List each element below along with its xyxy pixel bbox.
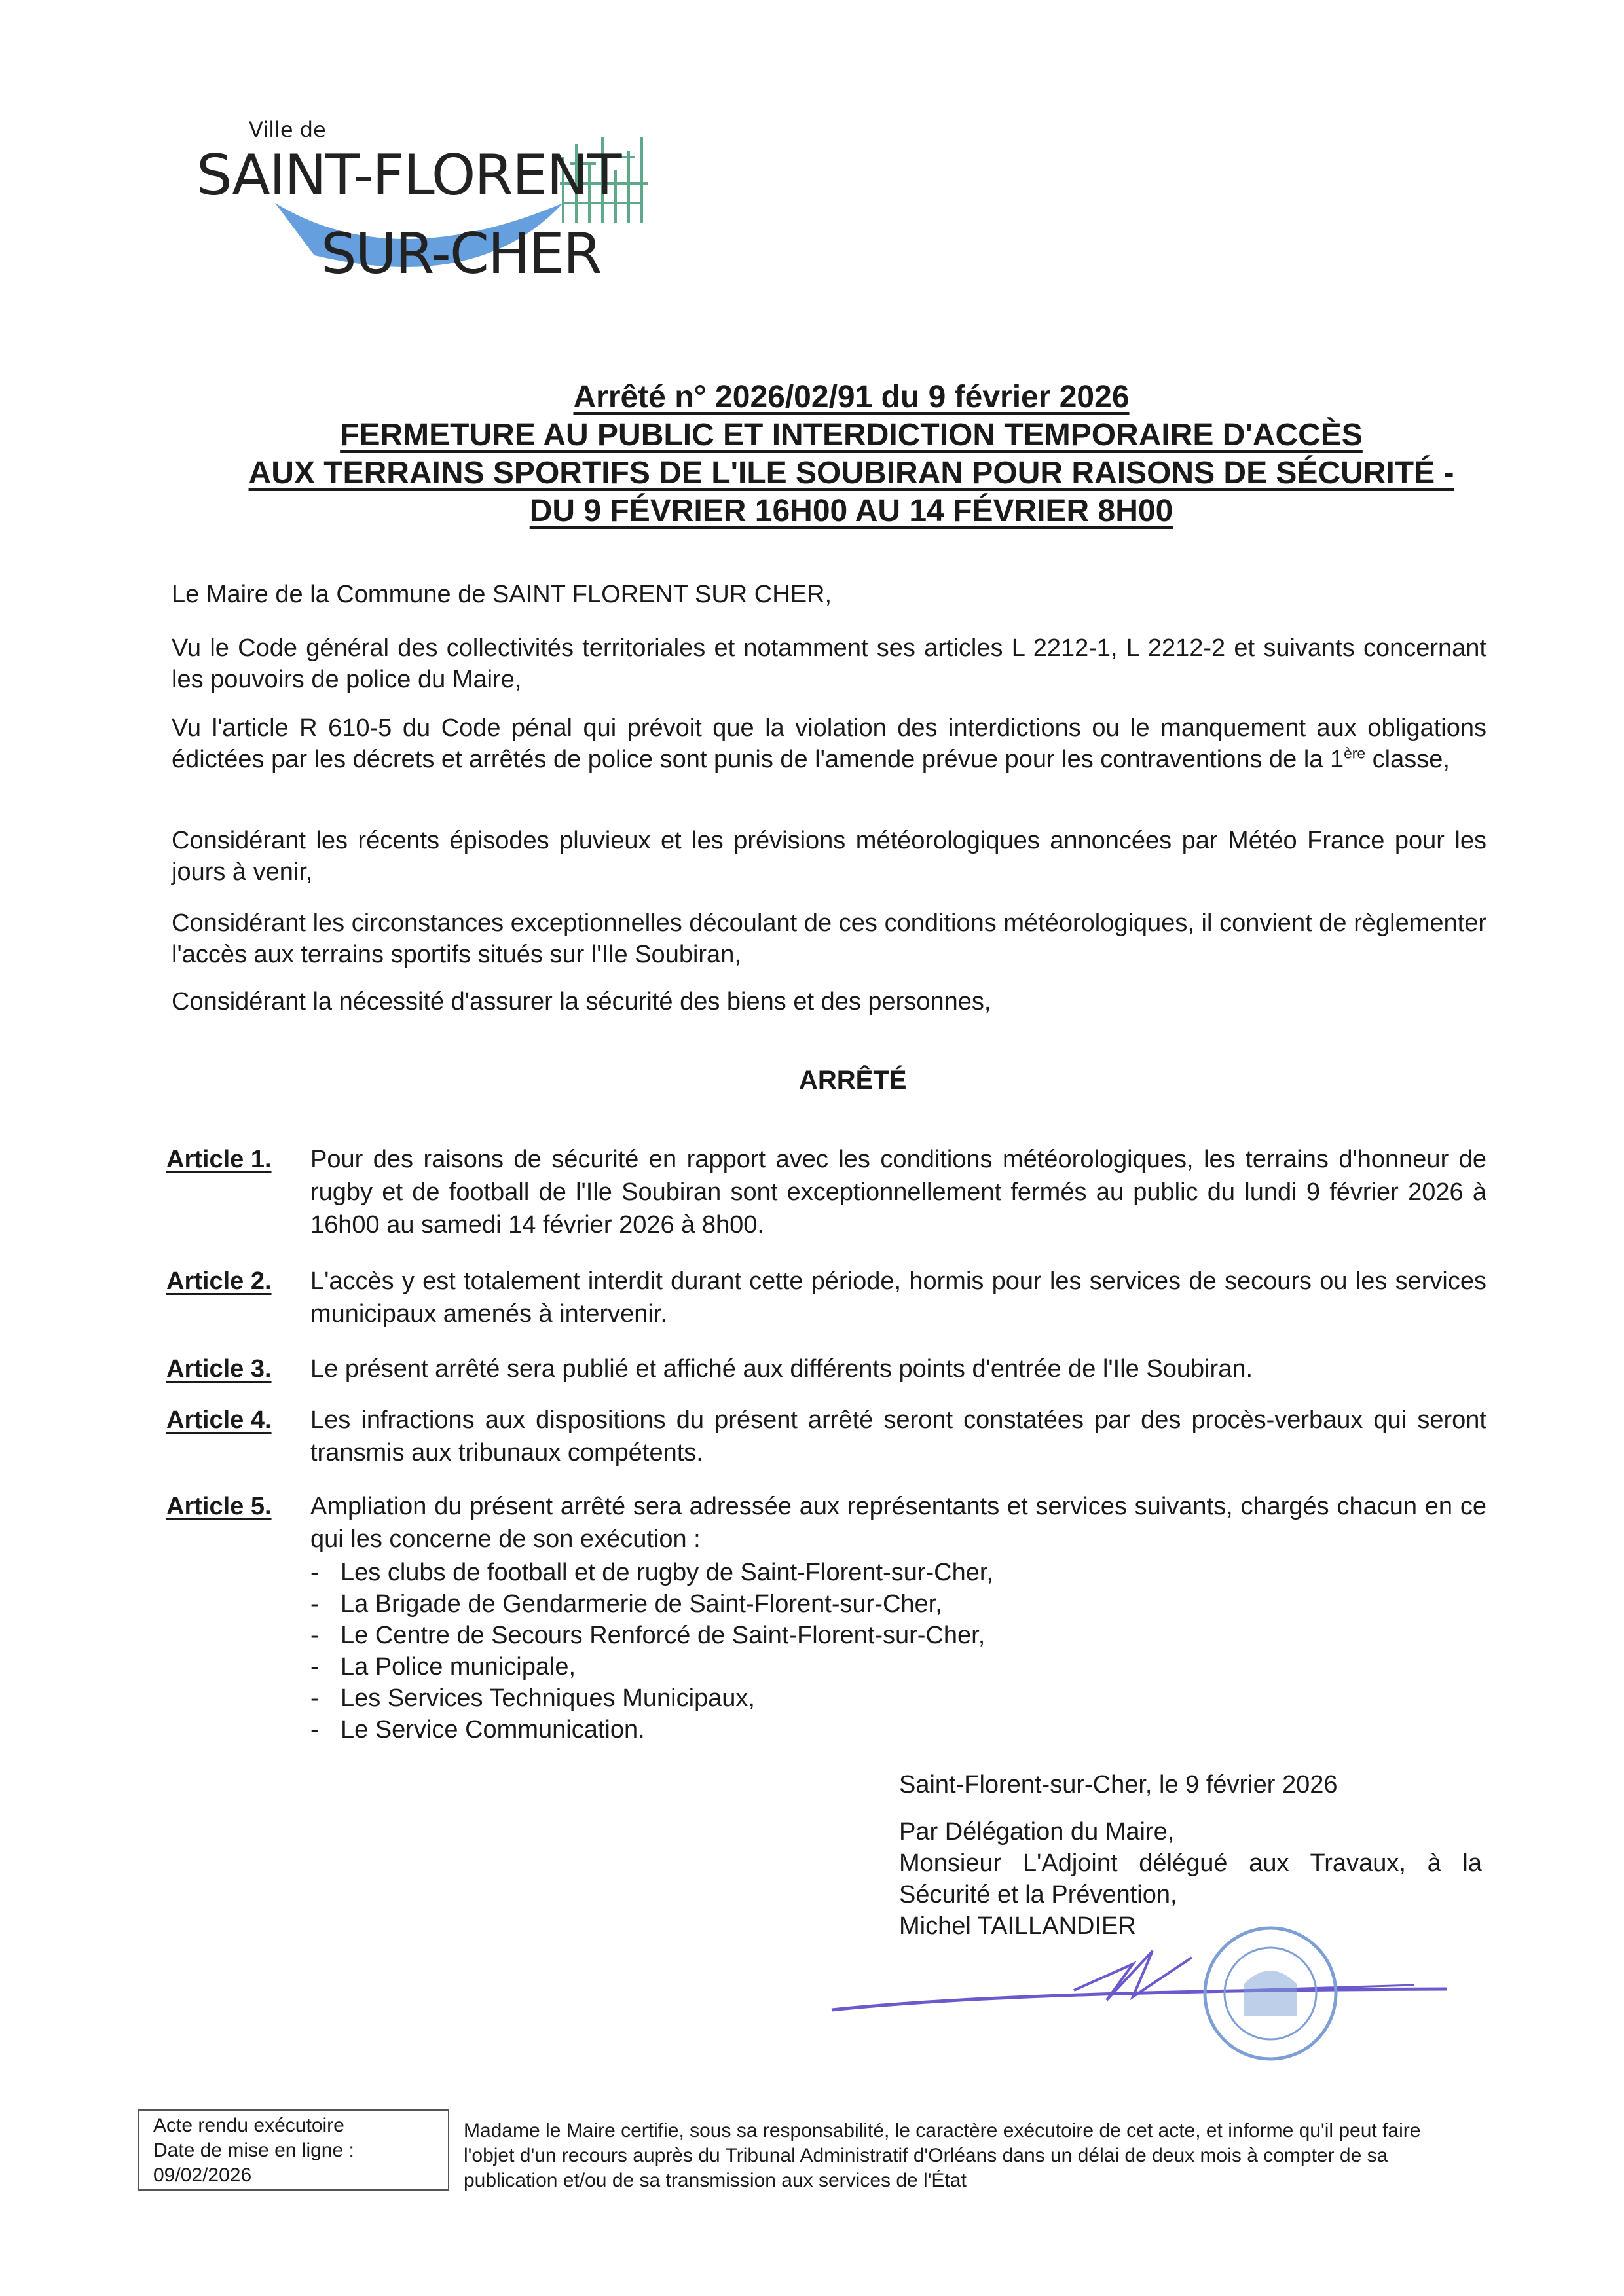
article-3-text: Le présent arrêté sera publié et affiché aux différents points d'entrée de l'Ile Soubiran. xyxy=(310,1355,1253,1383)
article-5-text: Ampliation du présent arrêté sera adressée aux représentants et services suivants, chargés chacun en ce qui les concerne de son exécution : xyxy=(310,1493,1486,1553)
signature-delegation: Par Délégation du Maire, xyxy=(899,1818,1175,1846)
article-2-label: Article 2. xyxy=(166,1267,272,1295)
article-3-label: Article 3. xyxy=(166,1355,272,1383)
preamble-mayor: Le Maire de la Commune de SAINT FLORENT SUR CHER, xyxy=(172,581,832,608)
article-2-text: L'accès y est totalement interdit durant cette période, hormis pour les services de secours ou les services municipaux amenés à intervenir. xyxy=(310,1267,1486,1328)
city-stamp-icon xyxy=(1205,1928,1336,2059)
signature-role-2: Sécurité et la Prévention, xyxy=(899,1881,1177,1908)
title-line-4: DU 9 FÉVRIER 16H00 AU 14 FÉVRIER 8H00 xyxy=(529,494,1173,528)
preamble-penal-text: Vu l'article R 610-5 du Code pénal qui prévoit que la violation des interdictions ou le manquement aux obligations édictées par les décrets et arrêtés de police sont punis de l'amende prévue pour les contraventions de la 1ère classe, xyxy=(172,714,1486,773)
recipient-item: - Les clubs de football et de rugby de Saint-Florent-sur-Cher, xyxy=(310,1559,993,1586)
preamble-penal xyxy=(172,712,1486,775)
signature-role: Monsieur L'Adjoint délégué aux Travaux, à la xyxy=(899,1850,1482,1877)
title-line-2: FERMETURE AU PUBLIC ET INTERDICTION TEMPORAIRE D'ACCÈS xyxy=(340,418,1363,452)
logo-saint-florent: SAINT-FLORENT xyxy=(196,143,621,208)
online-date-value: 09/02/2026 xyxy=(153,2164,252,2186)
logo-sur-cher: SUR-CHER xyxy=(321,221,601,287)
title-line-3: AUX TERRAINS SPORTIFS DE L'ILE SOUBIRAN POUR RAISONS DE SÉCURITÉ - xyxy=(248,456,1454,490)
article-4-label: Article 4. xyxy=(166,1406,272,1434)
preamble-weather: Considérant les récents épisodes pluvieux et les prévisions météorologiques annoncées par Météo France pour les jours à venir, xyxy=(172,827,1486,886)
preamble-circumstances: Considérant les circonstances exceptionnelles découlant de ces conditions météorologiques, il convient de règlementer l'accès aux terrains sportifs situés sur l'Ile Soubiran, xyxy=(172,909,1486,968)
legal-notice: Madame le Maire certifie, sous sa responsabilité, le caractère exécutoire de cet acte, et informe qu'il peut faire l'objet d'un recours auprès du Tribunal Administratif d'Orléans dans un délai de deux mois à compter de sa publication et/ou de sa transmission aux services de l'État xyxy=(464,2120,1421,2191)
signature-place-date: Saint-Florent-sur-Cher, le 9 février 2026 xyxy=(899,1771,1338,1798)
recipient-item: - Le Service Communication. xyxy=(310,1716,645,1743)
logo-ville-de: Ville de xyxy=(249,117,326,142)
recipient-item: - Les Services Techniques Municipaux, xyxy=(310,1685,755,1712)
article-1-label: Article 1. xyxy=(166,1146,272,1173)
executory-box xyxy=(138,2109,449,2191)
document-title xyxy=(196,378,1506,530)
recipient-item: - La Police municipale, xyxy=(310,1653,576,1681)
executory-label: Acte rendu exécutoire xyxy=(153,2115,344,2136)
arrete-heading: ARRÊTÉ xyxy=(799,1066,907,1095)
city-logo xyxy=(196,118,668,301)
signature-name: Michel TAILLANDIER xyxy=(899,1912,1136,1940)
article-5-label: Article 5. xyxy=(166,1493,272,1520)
recipient-item: - La Brigade de Gendarmerie de Saint-Florent-sur-Cher, xyxy=(310,1590,942,1618)
article-4-text: Les infractions aux dispositions du présent arrêté seront constatées par des procès-verbaux qui seront transmis aux tribunaux compétents. xyxy=(310,1406,1486,1467)
preamble-code: Vu le Code général des collectivités territoriales et notamment ses articles L 2212-1, L 2212-2 et suivants concernant les pouvoirs de police du Maire, xyxy=(172,634,1486,693)
article-1-text: Pour des raisons de sécurité en rapport avec les conditions météorologiques, les terrains d'honneur de rugby et de football de l'Ile Soubiran sont exceptionnellement fermés au public du lundi 9 février 2026 à 16h00 au samedi 14 février 2026 à 8h00. xyxy=(310,1146,1486,1239)
title-line-1: Arrêté n° 2026/02/91 du 9 février 2026 xyxy=(573,380,1130,414)
online-date-label: Date de mise en ligne : xyxy=(153,2140,354,2161)
preamble-safety: Considérant la nécessité d'assurer la sécurité des biens et des personnes, xyxy=(172,988,991,1015)
recipient-item: - Le Centre de Secours Renforcé de Saint-Florent-sur-Cher, xyxy=(310,1622,986,1649)
handwritten-signature-icon xyxy=(825,1912,1454,2069)
